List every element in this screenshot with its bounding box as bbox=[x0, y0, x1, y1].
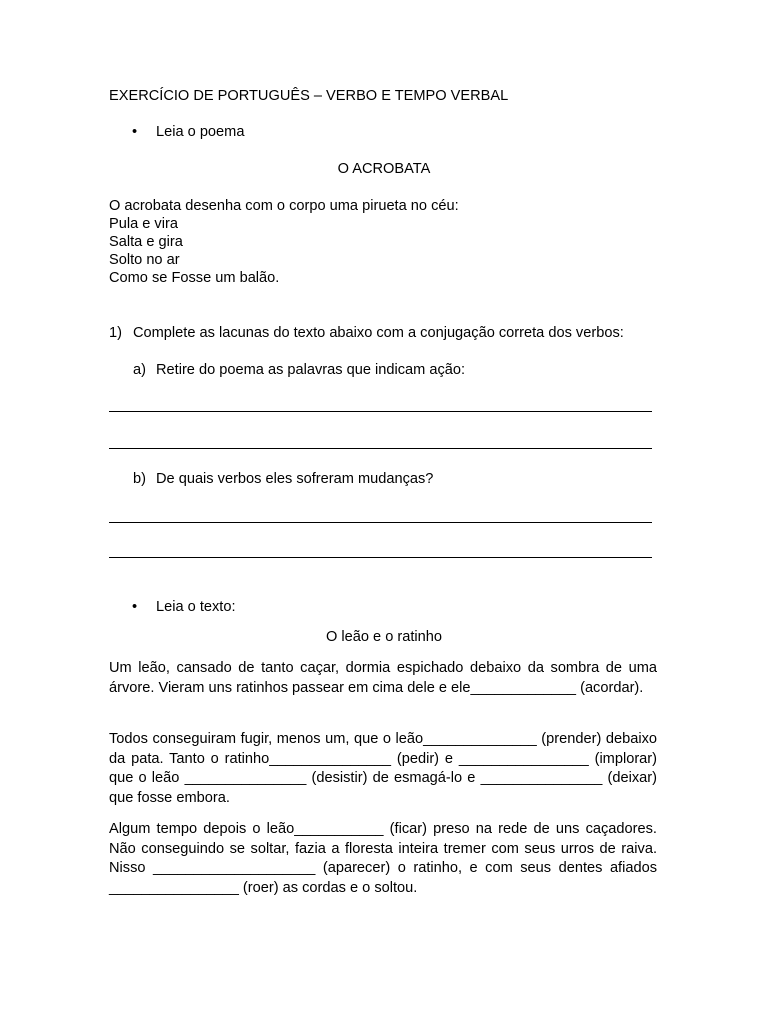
question-number: 1) bbox=[109, 325, 122, 341]
story-text: (roer) as cordas e o soltou. bbox=[238, 879, 418, 896]
fill-blank[interactable]: _____________ bbox=[470, 679, 577, 696]
story-paragraph-1 bbox=[109, 659, 657, 698]
story-paragraph-3 bbox=[109, 820, 657, 898]
subquestion-text: Retire do poema as palavras que indicam ação: bbox=[156, 362, 466, 378]
page-title: EXERCÍCIO DE PORTUGUÊS – VERBO E TEMPO VERBAL bbox=[109, 88, 509, 104]
fill-blank[interactable]: ________________ bbox=[109, 879, 239, 896]
story-text: (pedir) e bbox=[391, 750, 459, 767]
bullet-icon: • bbox=[132, 124, 138, 140]
poem-instruction: Leia o poema bbox=[156, 124, 245, 140]
fill-blank[interactable]: ___________ bbox=[294, 821, 384, 837]
poem-line: Pula e vira bbox=[109, 216, 178, 232]
bullet-icon: • bbox=[132, 599, 138, 615]
story-text: (implorar) que o leão bbox=[109, 750, 658, 787]
answer-line[interactable] bbox=[109, 557, 652, 558]
fill-blank[interactable]: _______________ bbox=[269, 750, 392, 767]
subquestion-letter: b) bbox=[133, 471, 146, 487]
poem-line: O acrobata desenha com o corpo uma pirueta no céu: bbox=[109, 198, 459, 214]
fill-blank[interactable]: ________________ bbox=[458, 750, 589, 767]
poem-title: O ACROBATA bbox=[337, 161, 431, 177]
story-paragraph-2 bbox=[109, 730, 657, 809]
fill-blank[interactable]: _______________ bbox=[184, 770, 307, 787]
poem-line: Solto no ar bbox=[109, 252, 180, 268]
story-text: Todos conseguiram fugir, menos um, que o leão bbox=[109, 731, 424, 747]
story-text: (ficar) preso na rede de uns caçadores. Não conseguindo se soltar, fazia a floresta inteira tremer com seus urros de raiva. Nisso bbox=[109, 821, 657, 876]
poem-line: Salta e gira bbox=[109, 234, 183, 250]
fill-blank[interactable]: _______________ bbox=[480, 770, 603, 787]
question-text: Complete as lacunas do texto abaixo com a conjugação correta dos verbos: bbox=[133, 325, 624, 341]
story-text: Um leão, cansado de tanto caçar, dormia espichado debaixo da sombra de uma árvore. Vieram uns ratinhos passear em cima dele e ele bbox=[109, 660, 657, 696]
story-text: (aparecer) o ratinho, e com seus dentes afiados bbox=[315, 860, 658, 876]
answer-line[interactable] bbox=[109, 411, 652, 412]
story-text: (prender) debaixo da pata. Tanto o ratinho bbox=[109, 731, 657, 767]
story-text: (desistir) de esmagá-lo e bbox=[306, 770, 481, 787]
poem-line: Como se Fosse um balão. bbox=[109, 270, 280, 286]
subquestion-letter: a) bbox=[133, 362, 146, 378]
story-text: Algum tempo depois o leão bbox=[109, 821, 295, 837]
story-text: (acordar). bbox=[576, 679, 644, 696]
story-text: (deixar) que fosse embora. bbox=[109, 770, 657, 807]
story-title: O leão e o ratinho bbox=[325, 629, 443, 645]
fill-blank[interactable]: ______________ bbox=[423, 731, 537, 747]
answer-line[interactable] bbox=[109, 448, 652, 449]
answer-line[interactable] bbox=[109, 522, 652, 523]
fill-blank[interactable]: ____________________ bbox=[153, 860, 316, 876]
subquestion-text: De quais verbos eles sofreram mudanças? bbox=[156, 471, 434, 487]
text-instruction: Leia o texto: bbox=[156, 599, 236, 615]
